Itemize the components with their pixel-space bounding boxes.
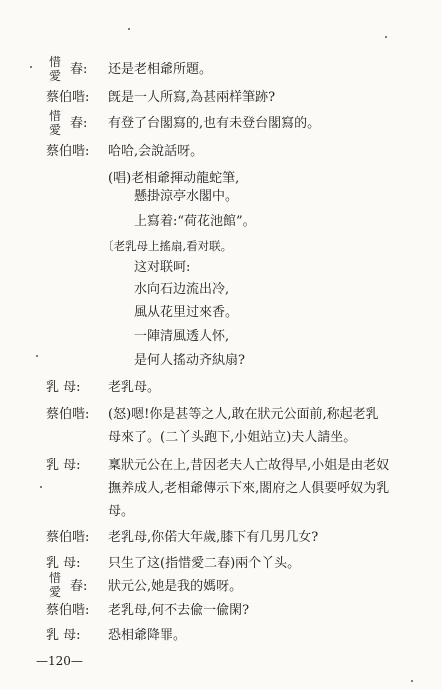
verse-line: 水向石边流出冷,	[134, 282, 230, 297]
speaker-tail: 春:	[70, 62, 88, 77]
scan-speck	[30, 66, 32, 68]
dialogue-text: 老乳母。	[108, 380, 161, 395]
page-number: —120—	[36, 654, 83, 668]
speaker-name: 乳 母:	[46, 380, 81, 395]
speaker-tail: 春:	[70, 579, 88, 594]
dialogue-text: 还是老相爺所題。	[108, 62, 213, 77]
speaker-name: 蔡伯喈:	[46, 530, 90, 545]
dialogue-text: 哈哈,会說話呀。	[108, 144, 204, 159]
scan-speck	[411, 680, 413, 682]
speaker-name: 蔡伯喈:	[46, 603, 90, 618]
scan-speck	[40, 486, 42, 488]
dialogue-text: 老乳母,何不去偸一偸閑?	[108, 603, 250, 618]
speaker-name: 蔡伯喈:	[46, 90, 90, 105]
stage-direction: 〔老乳母上搖扇,看对联。	[102, 239, 233, 253]
verse-line: 一陣清風透人怀,	[134, 329, 230, 344]
scan-speck	[128, 28, 130, 30]
verse-line: (唱)老相爺揮动龍蛇筆,	[108, 171, 240, 186]
verse-line: 上寫着:“荷花池館”。	[134, 214, 256, 229]
speaker-bottom-char: 愛	[48, 585, 61, 599]
dialogue-text: 旣是一人所寫,為甚兩样筆跡?	[108, 90, 276, 105]
speaker-name: 乳 母:	[46, 556, 81, 571]
speaker-name: 蔡伯喈:	[46, 407, 90, 422]
speaker-bottom-char: 愛	[48, 69, 61, 83]
dialogue-text: 母。	[108, 504, 135, 519]
verse-line: 这对联呵:	[134, 260, 191, 275]
speaker-top-char: 惜	[48, 109, 61, 123]
dialogue-text: 有登了台閣寫的,也有未登台閣寫的。	[108, 116, 321, 131]
dialogue-text: 母來了。(二丫头跑下,小姐站立)夫人請坐。	[108, 430, 357, 445]
dialogue-text: 撫养成人,老相爺傳示下來,閤府之人俱要呼奴为乳	[108, 481, 390, 496]
verse-line: 風从花里过來香。	[134, 305, 239, 320]
speaker-name: 乳 母:	[46, 458, 81, 473]
speaker-name: 乳 母:	[46, 628, 81, 643]
dialogue-text: (怒)嗯!你是甚等之人,敢在狀元公面前,称起老乳	[108, 407, 379, 422]
speaker-name: 蔡伯喈:	[46, 144, 90, 159]
dialogue-text: 恐相爺降罪。	[108, 628, 187, 643]
speaker-top-char: 惜	[48, 55, 61, 69]
speaker-top-char: 惜	[48, 571, 61, 585]
dialogue-text: 稟狀元公在上,昔因老夫人亡故得早,小姐是由老奴	[108, 458, 390, 473]
scan-speck	[36, 355, 38, 357]
speaker-tail: 春:	[70, 116, 88, 131]
verse-line: 是何人搖动齐紈扇?	[134, 353, 245, 368]
verse-line: 懸掛涼亭水閣中。	[134, 189, 239, 204]
scan-speck	[385, 36, 387, 38]
speaker-bottom-char: 愛	[48, 123, 61, 137]
dialogue-text: 狀元公,她是我的媽呀。	[108, 579, 243, 594]
dialogue-text: 只生了这(指惜愛二春)兩个丫头。	[108, 556, 301, 571]
dialogue-text: 老乳母,你偌大年歲,膝下有几男几女?	[108, 530, 319, 545]
